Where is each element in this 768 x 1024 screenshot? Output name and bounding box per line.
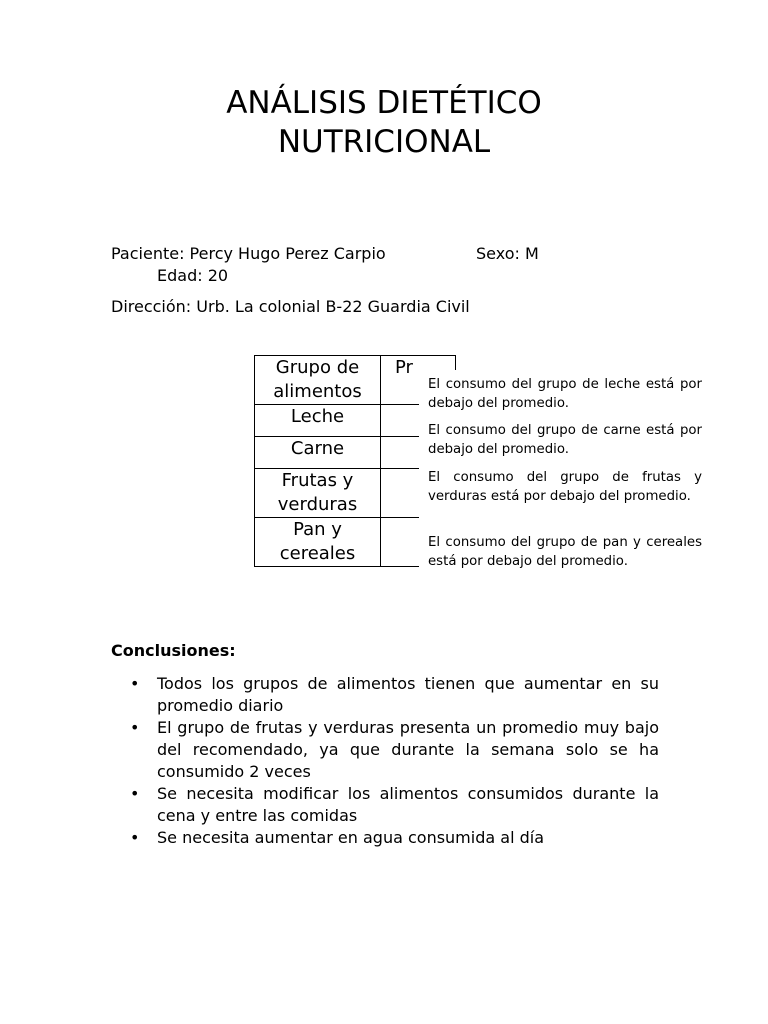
- table-notes-overlay: [419, 370, 704, 594]
- list-item-text: Todos los grupos de alimentos tienen que aumentar en su promedio diario: [157, 674, 659, 715]
- list-item-text: Se necesita modificar los alimentos consumidos durante la cena y entre las comidas: [157, 784, 659, 825]
- note-carne: El consumo del grupo de carne está por debajo del promedio.: [428, 423, 702, 457]
- conclusions-heading: Conclusiones:: [111, 641, 236, 660]
- list-item-text: El grupo de frutas y verduras presenta un promedio muy bajo del recomendado, ya que durante la semana solo se ha consumido 2 veces: [157, 718, 659, 781]
- patient-age: Edad: 20: [157, 266, 229, 285]
- document-title: [0, 84, 768, 162]
- table-header-promedio: Pr: [381, 356, 456, 405]
- bullet-icon: •: [130, 718, 140, 737]
- bullet-icon: •: [130, 828, 140, 847]
- patient-name: Paciente: Percy Hugo Perez Carpio: [111, 244, 386, 263]
- bullet-icon: •: [130, 784, 140, 803]
- patient-sex: Sexo: M: [476, 244, 539, 263]
- conclusions-list: [111, 673, 659, 849]
- note-pan-cereales: El consumo del grupo de pan y cereales está por debajo del promedio.: [428, 535, 702, 569]
- patient-address: Dirección: Urb. La colonial B-22 Guardia Civil: [111, 297, 470, 316]
- document-title-line-2: NUTRICIONAL: [277, 124, 491, 160]
- list-item-text: Se necesita aumentar en agua consumida al día: [157, 828, 544, 847]
- table-cell-group: Frutas y verduras: [255, 469, 381, 518]
- list-item: [111, 673, 659, 717]
- table-header-group: Grupo de alimentos: [255, 356, 381, 405]
- list-item: [111, 827, 659, 849]
- note-frutas-verduras: El consumo del grupo de frutas y verduras está por debajo del promedio.: [428, 470, 702, 504]
- bullet-icon: •: [130, 674, 140, 693]
- table-cell-group: Pan y cereales: [255, 518, 381, 567]
- document-title-line-1: ANÁLISIS DIETÉTICO: [226, 85, 542, 121]
- list-item: [111, 783, 659, 827]
- note-leche: El consumo del grupo de leche está por debajo del promedio.: [428, 377, 702, 411]
- table-cell-group: Leche: [255, 405, 381, 437]
- table-cell-group: Carne: [255, 437, 381, 469]
- list-item: [111, 717, 659, 783]
